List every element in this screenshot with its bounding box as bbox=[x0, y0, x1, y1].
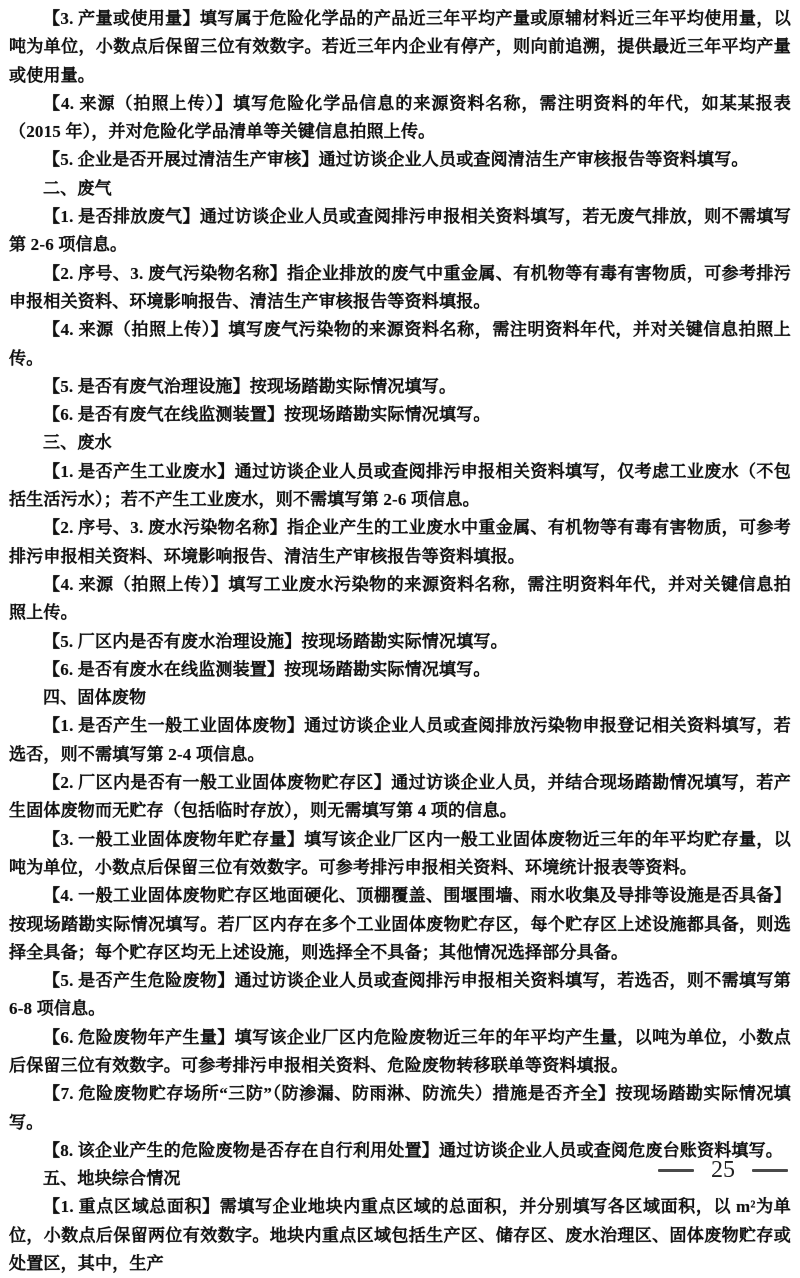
paragraph-water-item-4: 【4. 来源（拍照上传）】填写工业废水污染物的来源资料名称，需注明资料年代，并对关键信息拍照上传。 bbox=[9, 574, 791, 623]
paragraph-gas-item-6: 【6. 是否有废气在线监测装置】按现场踏勘实际情况填写。 bbox=[43, 405, 491, 425]
paragraph-solid-item-7: 【7. 危险废物贮存场所“三防”（防渗漏、防雨淋、防流失）措施是否齐全】按现场踏勘实际情况填写。 bbox=[9, 1084, 791, 1132]
section-heading-waste-gas: 二、废气 bbox=[43, 178, 112, 198]
paragraph-water-item-1: 【1. 是否产生工业废水】通过访谈企业人员或查阅排污申报相关资料填写，仅考虑工业废水（不包括生活污水）；若不产生工业废水，则不需填写第 2-6 项信息。 bbox=[9, 461, 791, 510]
paragraph-water-item-2-3: 【2. 序号、3. 废水污染物名称】指企业产生的工业废水中重金属、有机物等有毒有害物质，可参考排污申报相关资料、环境影响报告、清洁生产审核报告等资料填报。 bbox=[9, 518, 791, 566]
paragraph-gas-item-1: 【1. 是否排放废气】通过访谈企业人员或查阅排污申报相关资料填写，若无废气排放，则不需填写第 2-6 项信息。 bbox=[9, 207, 791, 255]
paragraph-gas-item-4: 【4. 来源（拍照上传）】填写废气污染物的来源资料名称，需注明资料年代，并对关键信息拍照上传。 bbox=[9, 320, 791, 368]
paragraph-water-item-5: 【5. 厂区内是否有废水治理设施】按现场踏勘实际情况填写。 bbox=[43, 631, 508, 651]
paragraph-gas-item-5: 【5. 是否有废气治理设施】按现场踏勘实际情况填写。 bbox=[43, 376, 457, 396]
paragraph-solid-item-5: 【5. 是否产生危险废物】通过访谈企业人员或查阅排污申报相关资料填写，若选否，则不需填写第 6-8 项信息。 bbox=[9, 971, 791, 1019]
paragraph-gas-item-2-3: 【2. 序号、3. 废气污染物名称】指企业排放的废气中重金属、有机物等有毒有害物质，可参考排污申报相关资料、环境影响报告、清洁生产审核报告等资料填报。 bbox=[9, 263, 791, 311]
section-heading-solid-waste: 四、固体废物 bbox=[43, 688, 147, 708]
paragraph-water-item-6: 【6. 是否有废水在线监测装置】按现场踏勘实际情况填写。 bbox=[43, 659, 491, 679]
section-heading-waste-water: 三、废水 bbox=[43, 433, 112, 453]
paragraph-solid-item-4: 【4. 一般工业固体废物贮存区地面硬化、顶棚覆盖、围堰围墙、雨水收集及导排等设施是否具备】按现场踏勘实际情况填写。若厂区内存在多个工业固体废物贮存区，每个贮存区上述设施都具备，则选择全具备；每个贮存区均无上述设施，则选择全不具备；其他情况选择部分具备。 bbox=[9, 886, 791, 962]
paragraph-item-4-source: 【4. 来源（拍照上传）】填写危险化学品信息的来源资料名称，需注明资料的年代，如某某报表（2015 年），并对危险化学品清单等关键信息拍照上传。 bbox=[9, 93, 791, 142]
footer-dash-left bbox=[658, 1169, 694, 1172]
paragraph-site-item-1: 【1. 重点区域总面积】需填写企业地块内重点区域的总面积，并分别填写各区域面积，以 m²为单位，小数点后保留两位有效数字。地块内重点区域包括生产区、储存区、废水治理区、固体废物贮存或处置区，其中，生产 bbox=[9, 1197, 791, 1274]
paragraph-solid-item-8: 【8. 该企业产生的危险废物是否存在自行利用处置】通过访谈企业人员或查阅危废台账资料填写。 bbox=[43, 1140, 783, 1160]
paragraph-solid-item-3: 【3. 一般工业固体废物年贮存量】填写该企业厂区内一般工业固体废物近三年的年平均贮存量，以吨为单位，小数点后保留三位有效数字。可参考排污申报相关资料、环境统计报表等资料。 bbox=[9, 829, 791, 877]
paragraph-solid-item-2: 【2. 厂区内是否有一般工业固体废物贮存区】通过访谈企业人员，并结合现场踏勘情况填写，若产生固体废物而无贮存（包括临时存放），则无需填写第 4 项的信息。 bbox=[9, 773, 791, 821]
paragraph-item-3-output: 【3. 产量或使用量】填写属于危险化学品的产品近三年平均产量或原辅材料近三年平均使用量，以吨为单位，小数点后保留三位有效数字。若近三年内企业有停产，则向前追溯，提供最近三年平均产量或使用量。 bbox=[9, 9, 791, 85]
section-heading-site-overview: 五、地块综合情况 bbox=[43, 1169, 181, 1189]
page-number: 25 bbox=[711, 1157, 735, 1183]
paragraph-solid-item-1: 【1. 是否产生一般工业固体废物】通过访谈企业人员或查阅排放污染物申报登记相关资料填写，若选否，则不需填写第 2-4 项信息。 bbox=[9, 716, 791, 764]
paragraph-item-5-clean-production: 【5. 企业是否开展过清洁生产审核】通过访谈企业人员或查阅清洁生产审核报告等资料填写。 bbox=[43, 150, 749, 170]
paragraph-solid-item-6: 【6. 危险废物年产生量】填写该企业厂区内危险废物近三年的年平均产生量，以吨为单位，小数点后保留三位有效数字。可参考排污申报相关资料、危险废物转移联单等资料填报。 bbox=[9, 1027, 791, 1075]
footer-dash-right bbox=[752, 1169, 788, 1172]
page-footer bbox=[658, 1158, 788, 1182]
